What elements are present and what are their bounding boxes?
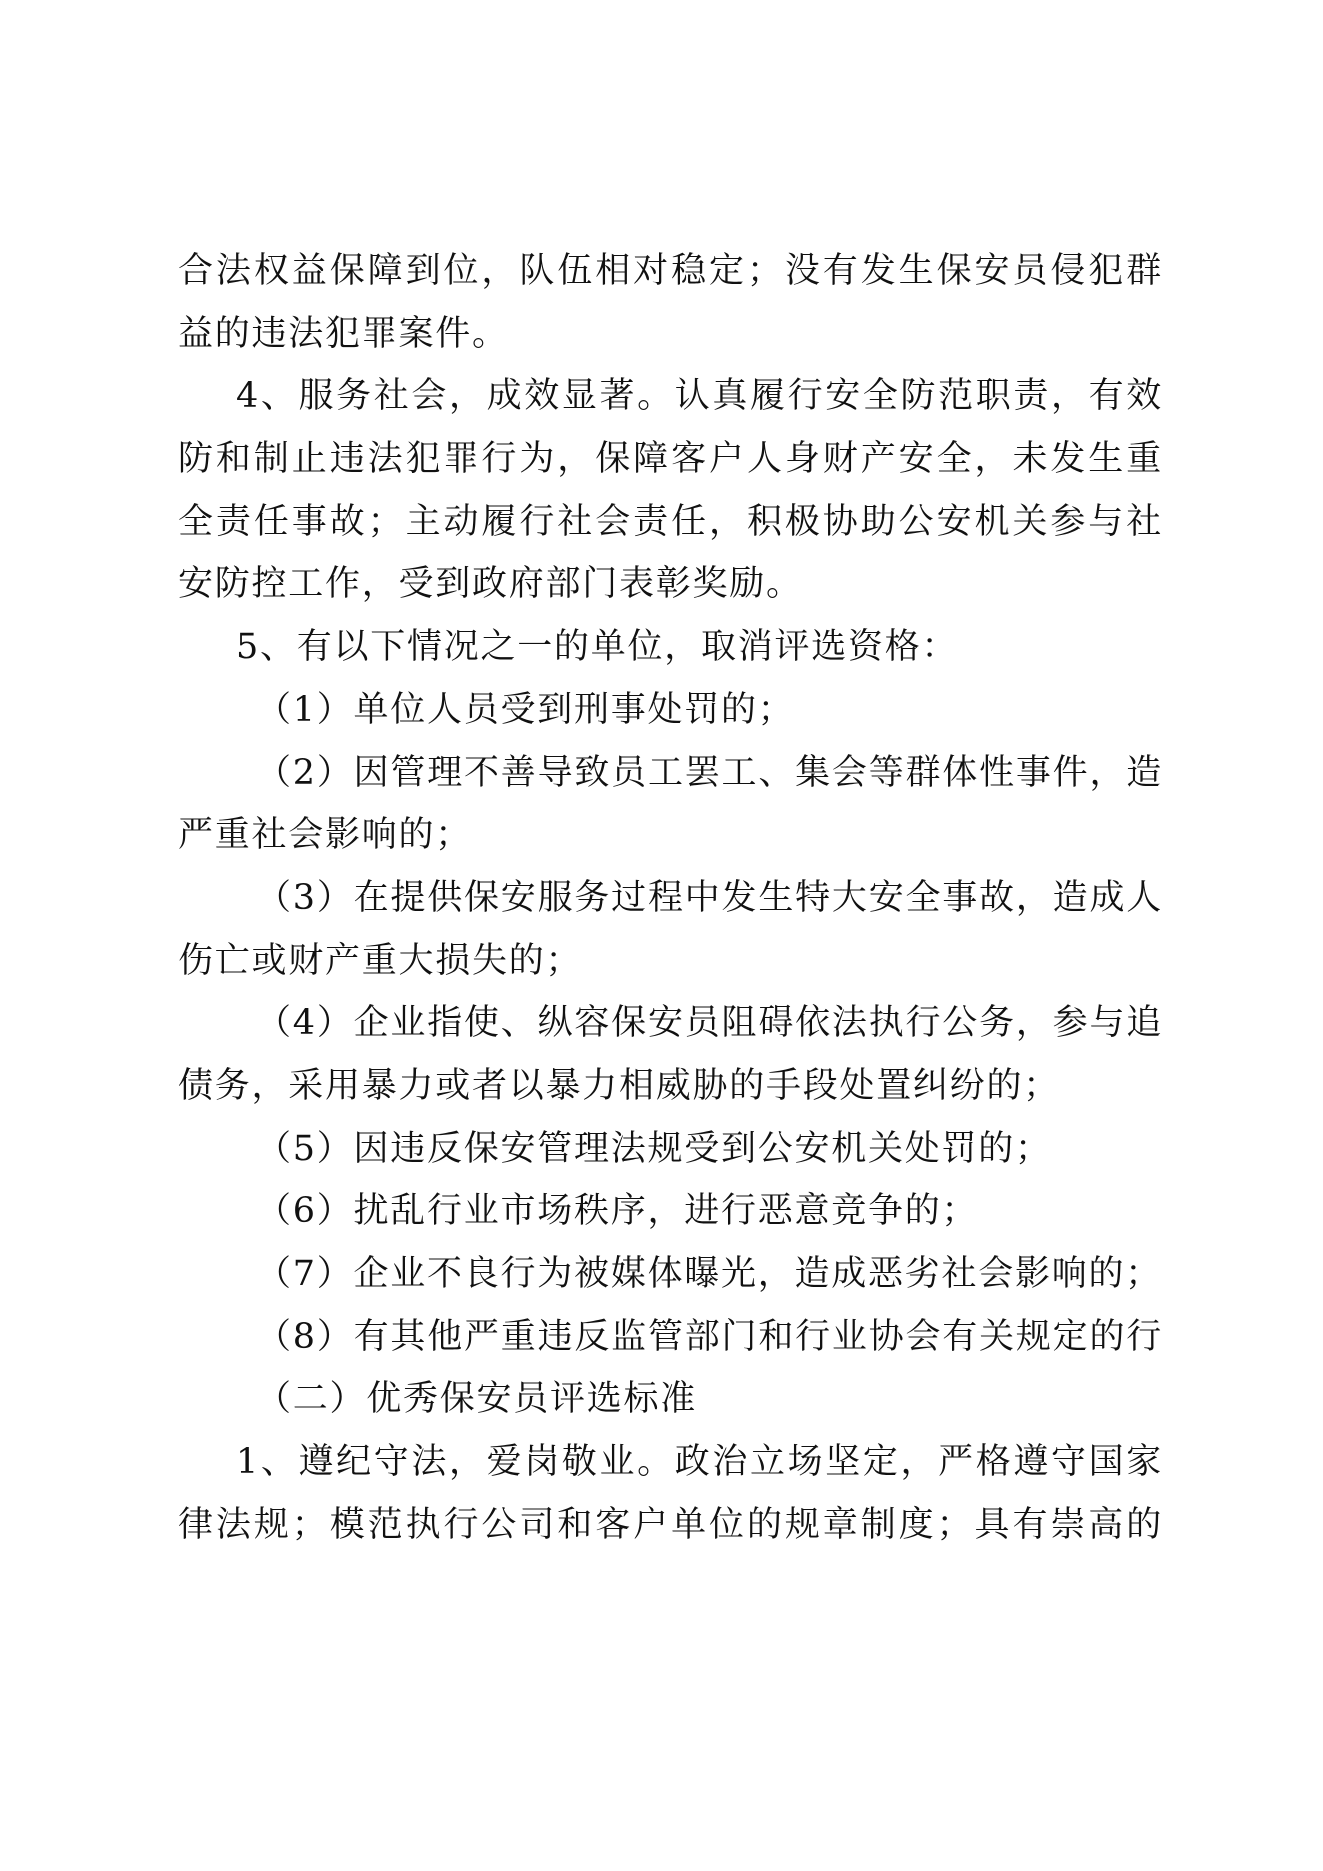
list-item: （8）有其他严重违反监管部门和行业协会有关规定的行 bbox=[256, 1316, 1163, 1357]
section-heading: （二）优秀保安员评选标准 bbox=[256, 1379, 698, 1420]
paragraph-line: 1、遵纪守法，爱岗敬业。政治立场坚定，严格遵守国家 bbox=[236, 1442, 1163, 1483]
list-item: （7）企业不良行为被媒体曝光，造成恶劣社会影响的； bbox=[256, 1254, 1163, 1294]
list-item: （4）企业指使、纵容保安员阻碍依法执行公务，参与追 bbox=[256, 1003, 1163, 1044]
paragraph-line: 律法规；模范执行公司和客户单位的规章制度；具有崇高的 bbox=[178, 1504, 1163, 1545]
list-item: （5）因违反保安管理法规受到公安机关处罚的； bbox=[256, 1128, 1052, 1169]
paragraph-line: 安防控工作，受到政府部门表彰奖励。 bbox=[178, 564, 803, 605]
list-item: （1）单位人员受到刑事处罚的； bbox=[256, 689, 795, 730]
paragraph-line: 合法权益保障到位，队伍相对稳定；没有发生保安员侵犯群 bbox=[178, 251, 1163, 291]
list-item-continuation: 严重社会影响的； bbox=[178, 815, 473, 856]
list-item-continuation: 债务，采用暴力或者以暴力相威胁的手段处置纠纷的； bbox=[178, 1065, 1061, 1106]
section-heading-line: 5、有以下情况之一的单位，取消评选资格： bbox=[236, 627, 959, 668]
document-body bbox=[178, 240, 1163, 1556]
paragraph-line: 4、服务社会，成效显著。认真履行安全防范职责，有效 bbox=[236, 376, 1163, 417]
list-item: （3）在提供保安服务过程中发生特大安全事故，造成人 bbox=[256, 877, 1163, 918]
paragraph-line: 全责任事故；主动履行社会责任，积极协助公安机关参与社 bbox=[178, 501, 1163, 542]
list-item: （6）扰乱行业市场秩序，进行恶意竞争的； bbox=[256, 1191, 979, 1232]
paragraph-line: 防和制止违法犯罪行为，保障客户人身财产安全，未发生重 bbox=[178, 439, 1163, 480]
list-item-continuation: 伤亡或财产重大损失的； bbox=[178, 940, 583, 981]
paragraph-line: 益的违法犯罪案件。 bbox=[178, 313, 509, 354]
list-item: （2）因管理不善导致员工罢工、集会等群体性事件，造 bbox=[256, 752, 1163, 793]
